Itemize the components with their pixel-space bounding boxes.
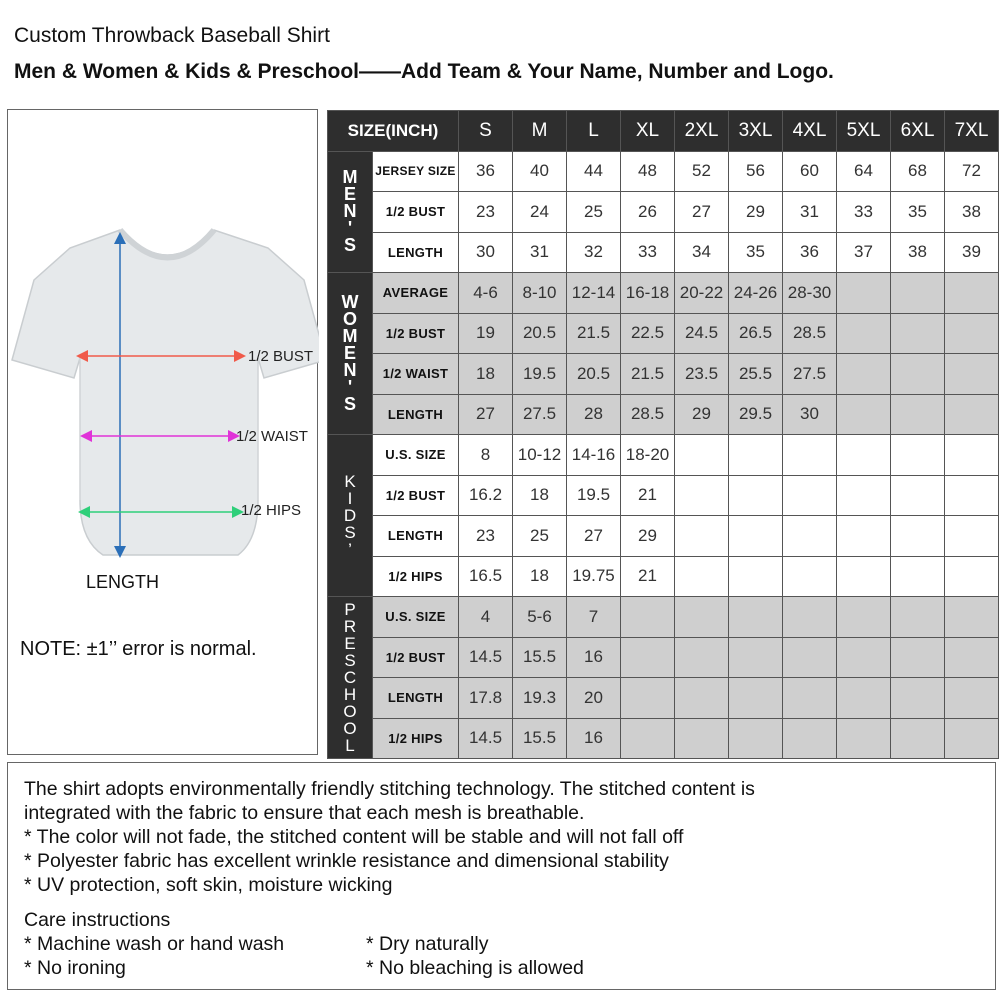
- size-value-cell: [945, 313, 999, 354]
- size-value-cell: 28.5: [621, 394, 675, 435]
- size-value-cell: [675, 516, 729, 557]
- size-value-cell: 38: [945, 192, 999, 233]
- size-value-cell: 26.5: [729, 313, 783, 354]
- description-line: * UV protection, soft skin, moisture wicking: [24, 874, 393, 896]
- section-letter: I: [347, 489, 353, 508]
- description-line: * The color will not fade, the stitched content will be stable and will not fall off: [24, 826, 684, 848]
- row-label: 1/2 HIPS: [373, 718, 459, 759]
- size-table-row: [328, 718, 999, 759]
- section-letter: N: [343, 360, 357, 380]
- size-value-cell: [891, 516, 945, 557]
- size-value-cell: 36: [459, 151, 513, 192]
- section-label: [328, 597, 373, 759]
- row-label: 1/2 HIPS: [373, 556, 459, 597]
- size-value-cell: [837, 556, 891, 597]
- bust-label: 1/2 BUST: [248, 348, 314, 365]
- size-value-cell: [891, 718, 945, 759]
- size-value-cell: 27: [459, 394, 513, 435]
- description-line: * Polyester fabric has excellent wrinkle resistance and dimensional stability: [24, 850, 669, 872]
- size-value-cell: 38: [891, 232, 945, 273]
- size-value-cell: 26: [621, 192, 675, 233]
- section-letter: D: [343, 506, 357, 525]
- size-value-cell: [783, 435, 837, 476]
- section-label-text: [343, 601, 356, 754]
- size-value-cell: 29.5: [729, 394, 783, 435]
- size-value-cell: 64: [837, 151, 891, 192]
- row-label: LENGTH: [373, 516, 459, 557]
- size-value-cell: [729, 475, 783, 516]
- size-value-cell: [837, 637, 891, 678]
- size-table-row: [328, 597, 999, 638]
- size-value-cell: [783, 678, 837, 719]
- size-value-cell: [945, 475, 999, 516]
- size-value-cell: 8-10: [513, 273, 567, 314]
- size-value-cell: 25.5: [729, 354, 783, 395]
- row-label: U.S. SIZE: [373, 597, 459, 638]
- size-value-cell: 36: [783, 232, 837, 273]
- care-item: * No bleaching is allowed: [366, 957, 584, 979]
- size-table-row: [328, 354, 999, 395]
- length-label: LENGTH: [86, 572, 160, 592]
- size-value-cell: [783, 718, 837, 759]
- size-value-cell: [675, 597, 729, 638]
- size-value-cell: 20.5: [513, 313, 567, 354]
- size-value-cell: 18: [513, 475, 567, 516]
- row-label: 1/2 BUST: [373, 475, 459, 516]
- size-value-cell: [837, 273, 891, 314]
- size-value-cell: 23: [459, 516, 513, 557]
- size-col-header: 6XL: [891, 111, 945, 152]
- size-value-cell: 24.5: [675, 313, 729, 354]
- size-value-cell: 48: [621, 151, 675, 192]
- size-value-cell: [837, 313, 891, 354]
- size-header-label: SIZE(INCH): [328, 111, 459, 152]
- description-line: integrated with the fabric to ensure that each mesh is breathable.: [24, 802, 585, 824]
- size-value-cell: 24: [513, 192, 567, 233]
- size-value-cell: 21.5: [567, 313, 621, 354]
- size-value-cell: [783, 475, 837, 516]
- size-value-cell: [891, 556, 945, 597]
- size-col-header: 4XL: [783, 111, 837, 152]
- size-table-row: [328, 313, 999, 354]
- size-table-row: [328, 435, 999, 476]
- description-line: The shirt adopts environmentally friendly stitching technology. The stitched content is: [24, 778, 755, 800]
- size-value-cell: 30: [783, 394, 837, 435]
- size-value-cell: 33: [837, 192, 891, 233]
- section-letter: N: [343, 201, 357, 222]
- page-title: Custom Throwback Baseball Shirt: [14, 24, 330, 47]
- size-value-cell: 24-26: [729, 273, 783, 314]
- section-letter: H: [343, 685, 357, 704]
- size-value-cell: [729, 556, 783, 597]
- section-letter: ': [347, 218, 353, 239]
- size-table-row: [328, 556, 999, 597]
- section-letter: R: [343, 617, 357, 636]
- row-label: JERSEY SIZE: [373, 151, 459, 192]
- size-value-cell: 27: [567, 516, 621, 557]
- size-value-cell: [837, 718, 891, 759]
- size-value-cell: 29: [675, 394, 729, 435]
- size-value-cell: 30: [459, 232, 513, 273]
- section-label-text: [343, 169, 358, 254]
- size-value-cell: 33: [621, 232, 675, 273]
- section-letter: S: [343, 235, 356, 256]
- page-subtitle: Men & Women & Kids & Preschool——Add Team & Your Name, Number and Logo.: [14, 60, 834, 83]
- size-value-cell: [891, 394, 945, 435]
- size-col-header: M: [513, 111, 567, 152]
- size-value-cell: 23: [459, 192, 513, 233]
- size-value-cell: 20.5: [567, 354, 621, 395]
- section-letter: S: [344, 651, 356, 670]
- size-value-cell: 21: [621, 475, 675, 516]
- size-value-cell: 27.5: [783, 354, 837, 395]
- size-table-row: [328, 394, 999, 435]
- size-table-row: [328, 273, 999, 314]
- size-value-cell: 40: [513, 151, 567, 192]
- waist-label: 1/2 WAIST: [236, 428, 308, 445]
- section-letter: E: [344, 634, 356, 653]
- size-value-cell: 16: [567, 637, 621, 678]
- size-value-cell: 31: [783, 192, 837, 233]
- size-value-cell: 29: [621, 516, 675, 557]
- section-label-text: [344, 473, 356, 558]
- size-value-cell: 52: [675, 151, 729, 192]
- size-col-header: XL: [621, 111, 675, 152]
- size-value-cell: [729, 597, 783, 638]
- size-value-cell: [783, 637, 837, 678]
- size-value-cell: 14.5: [459, 718, 513, 759]
- size-value-cell: 68: [891, 151, 945, 192]
- size-value-cell: [891, 597, 945, 638]
- size-value-cell: 39: [945, 232, 999, 273]
- size-value-cell: [675, 435, 729, 476]
- size-value-cell: 56: [729, 151, 783, 192]
- section-letter: W: [341, 292, 359, 312]
- size-value-cell: [945, 718, 999, 759]
- size-value-cell: [675, 637, 729, 678]
- size-value-cell: [783, 556, 837, 597]
- section-label: [328, 273, 373, 435]
- description-panel: [7, 762, 996, 990]
- size-value-cell: 16: [567, 718, 621, 759]
- size-value-cell: 22.5: [621, 313, 675, 354]
- size-value-cell: 19.5: [567, 475, 621, 516]
- size-value-cell: [945, 637, 999, 678]
- size-value-cell: [891, 313, 945, 354]
- care-title: Care instructions: [24, 909, 171, 931]
- size-value-cell: [621, 597, 675, 638]
- size-value-cell: [891, 273, 945, 314]
- row-label: U.S. SIZE: [373, 435, 459, 476]
- size-value-cell: 16-18: [621, 273, 675, 314]
- size-table-row: [328, 678, 999, 719]
- size-value-cell: 15.5: [513, 637, 567, 678]
- size-value-cell: 28-30: [783, 273, 837, 314]
- size-value-cell: [945, 597, 999, 638]
- size-header-row: [328, 111, 999, 152]
- size-value-cell: 27.5: [513, 394, 567, 435]
- size-value-cell: [837, 678, 891, 719]
- row-label: AVERAGE: [373, 273, 459, 314]
- size-table-row: [328, 637, 999, 678]
- size-value-cell: [621, 678, 675, 719]
- size-value-cell: 35: [891, 192, 945, 233]
- size-value-cell: [891, 678, 945, 719]
- size-value-cell: 60: [783, 151, 837, 192]
- row-label: LENGTH: [373, 394, 459, 435]
- size-value-cell: 72: [945, 151, 999, 192]
- size-value-cell: 7: [567, 597, 621, 638]
- size-value-cell: 19: [459, 313, 513, 354]
- size-value-cell: [891, 435, 945, 476]
- size-value-cell: 14.5: [459, 637, 513, 678]
- size-value-cell: [837, 435, 891, 476]
- size-value-cell: [891, 637, 945, 678]
- section-letter: K: [344, 472, 356, 491]
- section-letter: E: [343, 343, 356, 363]
- row-label: LENGTH: [373, 678, 459, 719]
- size-value-cell: 25: [567, 192, 621, 233]
- size-value-cell: 32: [567, 232, 621, 273]
- size-value-cell: 18: [459, 354, 513, 395]
- size-col-header: 3XL: [729, 111, 783, 152]
- section-letter: E: [343, 184, 356, 205]
- size-value-cell: [675, 556, 729, 597]
- care-item: * Dry naturally: [366, 933, 489, 955]
- row-label: 1/2 BUST: [373, 313, 459, 354]
- section-letter: L: [345, 736, 355, 755]
- size-table-row: [328, 192, 999, 233]
- size-table-row: [328, 232, 999, 273]
- size-value-cell: 16.5: [459, 556, 513, 597]
- size-value-cell: 31: [513, 232, 567, 273]
- tolerance-note: NOTE: ±1’’ error is normal.: [20, 638, 257, 660]
- size-table-row: [328, 475, 999, 516]
- row-label: LENGTH: [373, 232, 459, 273]
- size-value-cell: [945, 516, 999, 557]
- size-value-cell: 28: [567, 394, 621, 435]
- section-letter: ': [347, 377, 353, 397]
- size-value-cell: 20-22: [675, 273, 729, 314]
- size-value-cell: 21: [621, 556, 675, 597]
- size-value-cell: 21.5: [621, 354, 675, 395]
- care-item: * Machine wash or hand wash: [24, 933, 285, 955]
- size-value-cell: 4: [459, 597, 513, 638]
- size-value-cell: 23.5: [675, 354, 729, 395]
- size-value-cell: [945, 354, 999, 395]
- size-value-cell: 37: [837, 232, 891, 273]
- size-value-cell: 19.75: [567, 556, 621, 597]
- size-value-cell: 34: [675, 232, 729, 273]
- section-letter: M: [342, 326, 358, 346]
- size-value-cell: [783, 597, 837, 638]
- size-value-cell: [783, 516, 837, 557]
- size-value-cell: 19.3: [513, 678, 567, 719]
- size-value-cell: [675, 475, 729, 516]
- size-value-cell: 17.8: [459, 678, 513, 719]
- size-value-cell: 14-16: [567, 435, 621, 476]
- size-value-cell: [729, 435, 783, 476]
- size-value-cell: 27: [675, 192, 729, 233]
- size-value-cell: [945, 556, 999, 597]
- size-value-cell: [837, 354, 891, 395]
- row-label: 1/2 BUST: [373, 192, 459, 233]
- description-text: [24, 777, 755, 897]
- size-value-cell: 8: [459, 435, 513, 476]
- size-value-cell: [945, 678, 999, 719]
- size-value-cell: [837, 516, 891, 557]
- size-value-cell: 18: [513, 556, 567, 597]
- size-value-cell: 29: [729, 192, 783, 233]
- size-table-row: [328, 151, 999, 192]
- section-label-text: [342, 294, 359, 413]
- size-col-header: L: [567, 111, 621, 152]
- size-value-cell: 19.5: [513, 354, 567, 395]
- size-table-row: [328, 516, 999, 557]
- size-chart-table: [327, 110, 999, 759]
- size-col-header: 5XL: [837, 111, 891, 152]
- size-col-header: 2XL: [675, 111, 729, 152]
- shirt-diagram-panel: [7, 109, 318, 755]
- size-value-cell: [945, 394, 999, 435]
- size-value-cell: 35: [729, 232, 783, 273]
- section-label: [328, 151, 373, 273]
- size-value-cell: [621, 637, 675, 678]
- care-item: * No ironing: [24, 957, 126, 979]
- size-col-header: S: [459, 111, 513, 152]
- section-letter: C: [343, 668, 357, 687]
- size-value-cell: [621, 718, 675, 759]
- size-col-header: 7XL: [945, 111, 999, 152]
- size-value-cell: [729, 637, 783, 678]
- size-value-cell: 20: [567, 678, 621, 719]
- section-letter: M: [342, 167, 358, 188]
- section-letter: P: [344, 600, 356, 619]
- size-value-cell: 5-6: [513, 597, 567, 638]
- size-value-cell: [891, 354, 945, 395]
- hips-label: 1/2 HIPS: [241, 502, 302, 519]
- size-value-cell: [729, 516, 783, 557]
- size-value-cell: [945, 435, 999, 476]
- size-value-cell: 44: [567, 151, 621, 192]
- size-value-cell: 16.2: [459, 475, 513, 516]
- size-value-cell: [675, 718, 729, 759]
- size-value-cell: [837, 394, 891, 435]
- section-letter: O: [343, 702, 357, 721]
- size-value-cell: [891, 475, 945, 516]
- size-value-cell: 4-6: [459, 273, 513, 314]
- row-label: 1/2 WAIST: [373, 354, 459, 395]
- section-letter: S: [343, 394, 356, 414]
- size-value-cell: 10-12: [513, 435, 567, 476]
- size-value-cell: 25: [513, 516, 567, 557]
- size-value-cell: [945, 273, 999, 314]
- row-label: 1/2 BUST: [373, 637, 459, 678]
- section-label: [328, 435, 373, 597]
- size-value-cell: [837, 597, 891, 638]
- section-letter: O: [342, 309, 357, 329]
- size-table-body: [328, 151, 999, 759]
- section-letter: O: [343, 719, 357, 738]
- size-value-cell: 12-14: [567, 273, 621, 314]
- size-value-cell: [675, 678, 729, 719]
- size-value-cell: [837, 475, 891, 516]
- section-letter: S: [344, 523, 356, 542]
- size-value-cell: 15.5: [513, 718, 567, 759]
- section-letter: ’: [348, 540, 352, 559]
- size-value-cell: [729, 718, 783, 759]
- size-value-cell: [729, 678, 783, 719]
- size-value-cell: 28.5: [783, 313, 837, 354]
- size-value-cell: 18-20: [621, 435, 675, 476]
